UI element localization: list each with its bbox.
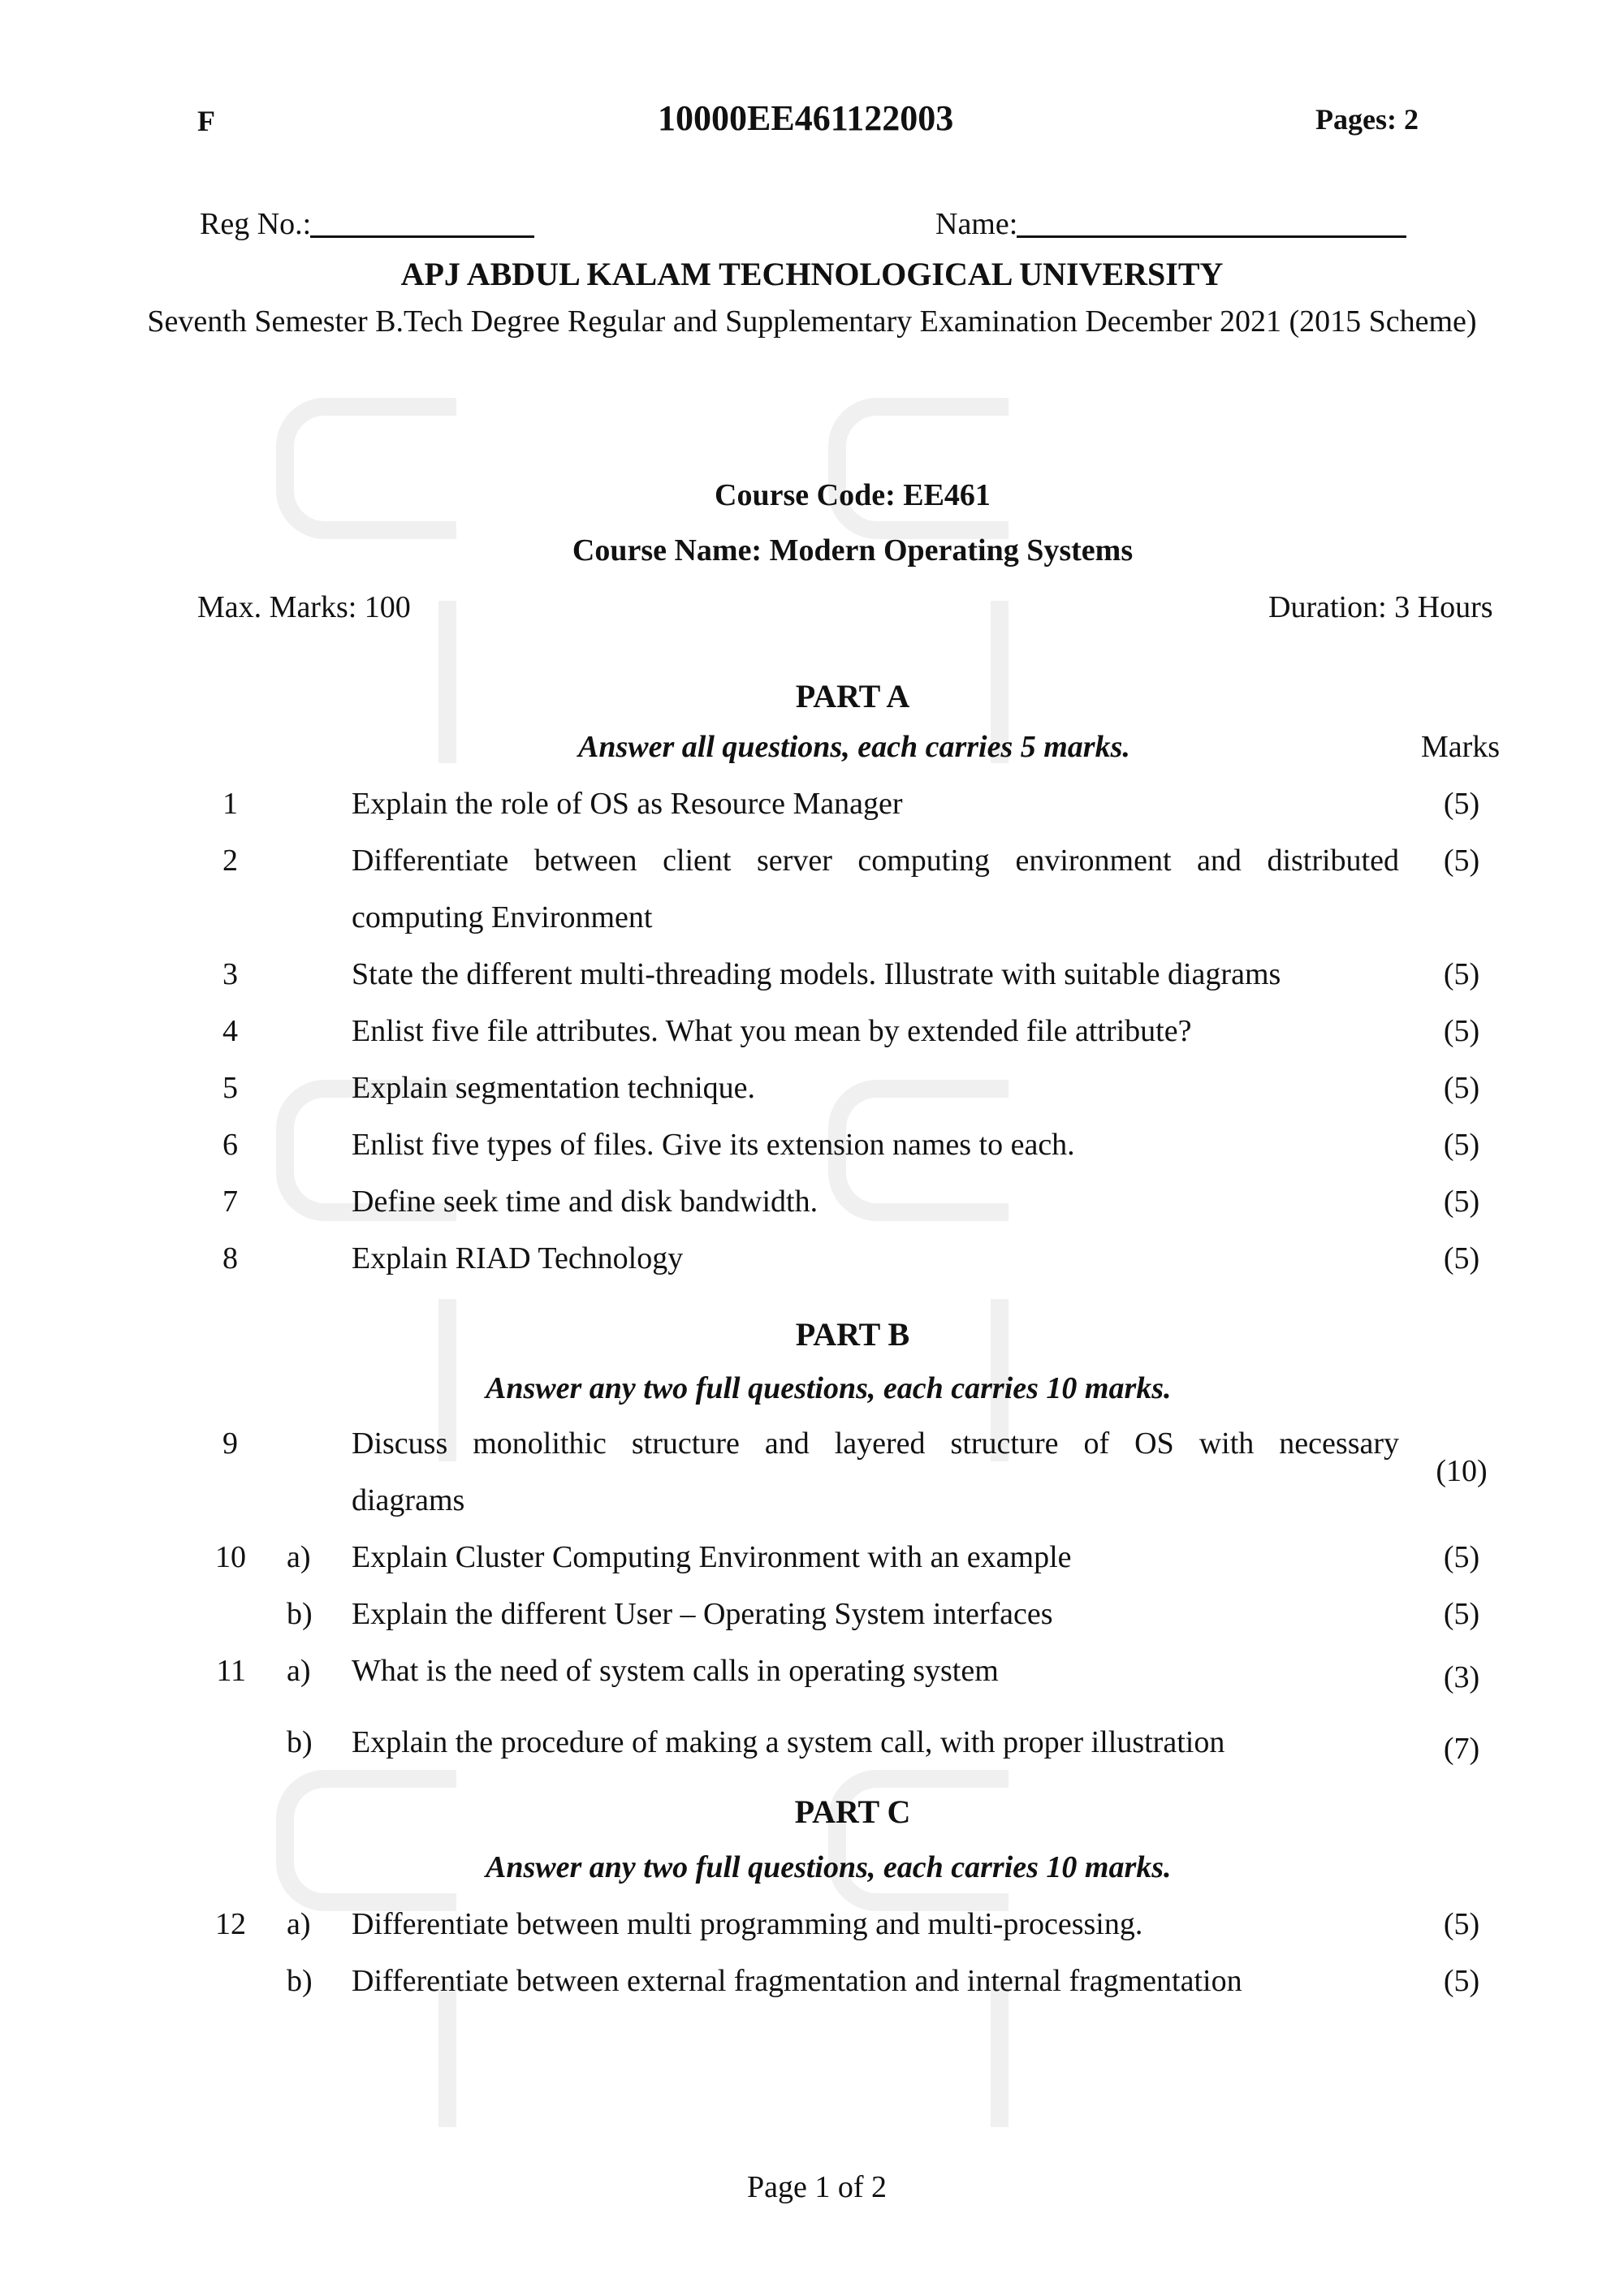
question-text: Explain Cluster Computing Environment with an example (352, 1540, 1072, 1574)
question-marks: (5) (1443, 1964, 1480, 1998)
question-marks: (5) (1443, 1014, 1480, 1048)
marks-header: Marks (1421, 730, 1501, 764)
part-a-instruction: Answer all questions, each carries 5 marks. (578, 730, 1130, 764)
question-number: 10 (215, 1540, 246, 1574)
question-text: Explain segmentation technique. (352, 1071, 756, 1105)
question-text: Enlist five file attributes. What you mean by extended file attribute? (352, 1014, 1192, 1048)
question-number: 7 (222, 1185, 238, 1219)
question-number: 4 (222, 1014, 238, 1048)
watermark-shape (438, 1981, 456, 2127)
question-text: Define seek time and disk bandwidth. (352, 1185, 818, 1219)
question-text: Explain the procedure of making a system call, with proper illustration (352, 1725, 1225, 1759)
question-marks: (5) (1443, 1597, 1480, 1631)
question-number: 12 (215, 1907, 246, 1941)
sub-question-label: b) (287, 1964, 313, 1998)
part-c-instruction: Answer any two full questions, each carries 10 marks. (486, 1850, 1172, 1884)
part-b-instruction: Answer any two full questions, each carries 10 marks. (486, 1371, 1172, 1405)
question-number: 8 (222, 1241, 238, 1275)
question-marks: (3) (1443, 1660, 1480, 1694)
question-text: Explain the role of OS as Resource Manager (352, 787, 903, 821)
exam-title: Seventh Semester B.Tech Degree Regular and Supplementary Examination December 2021 (2015 Scheme) (147, 304, 1477, 339)
watermark-shape (276, 1770, 456, 1911)
duration: Duration: 3 Hours (1268, 590, 1493, 624)
question-marks: (5) (1443, 1128, 1480, 1162)
sub-question-label: a) (287, 1907, 311, 1941)
question-text: What is the need of system calls in operating system (352, 1654, 999, 1688)
page-footer: Page 1 of 2 (746, 2170, 888, 2204)
question-number: 5 (222, 1071, 238, 1105)
question-marks: (5) (1443, 1185, 1480, 1219)
university-name: APJ ABDUL KALAM TECHNOLOGICAL UNIVERSITY (400, 256, 1224, 292)
question-marks: (5) (1443, 1540, 1480, 1574)
question-text: Explain the different User – Operating System interfaces (352, 1597, 1053, 1631)
course-name: Course Name: Modern Operating Systems (572, 533, 1134, 568)
question-marks: (5) (1443, 787, 1480, 821)
max-marks: Max. Marks: 100 (197, 590, 411, 624)
question-number: 11 (216, 1654, 246, 1688)
sub-question-label: b) (287, 1725, 313, 1759)
question-text: Explain RIAD Technology (352, 1241, 684, 1275)
question-number: 9 (222, 1426, 238, 1461)
question-text: Differentiate between multi programming and multi-processing. (352, 1907, 1143, 1941)
paper-code: 10000EE461122003 (658, 98, 954, 138)
question-text-continued: diagrams (352, 1483, 465, 1517)
question-number: 3 (222, 957, 238, 991)
part-b-title: PART B (795, 1316, 910, 1353)
name-blank[interactable] (1017, 235, 1406, 238)
question-marks: (5) (1443, 957, 1480, 991)
question-marks: (7) (1443, 1732, 1480, 1766)
question-marks: (5) (1443, 1241, 1480, 1275)
watermark-shape (828, 1770, 1009, 1911)
sub-question-label: a) (287, 1540, 311, 1574)
set-code: F (197, 105, 215, 137)
question-marks: (10) (1436, 1454, 1488, 1488)
question-text: Differentiate between client server computing environment and distributed (352, 844, 1399, 878)
watermark-shape (276, 398, 456, 539)
question-text: Discuss monolithic structure and layered structure of OS with necessary (352, 1426, 1399, 1461)
sub-question-label: a) (287, 1654, 311, 1688)
page-count: Pages: 2 (1315, 103, 1419, 136)
question-text: State the different multi-threading models. Illustrate with suitable diagrams (352, 957, 1281, 991)
reg-no-blank[interactable] (310, 235, 534, 238)
part-a-title: PART A (795, 678, 910, 714)
name-label: Name: (935, 207, 1018, 241)
question-number: 6 (222, 1128, 238, 1162)
course-code: Course Code: EE461 (715, 478, 991, 512)
question-text-continued: computing Environment (352, 900, 653, 934)
reg-no-label: Reg No.: (200, 207, 312, 241)
sub-question-label: b) (287, 1597, 313, 1631)
question-marks: (5) (1443, 844, 1480, 878)
question-text: Enlist five types of files. Give its extension names to each. (352, 1128, 1075, 1162)
watermark-shape (828, 398, 1009, 539)
question-marks: (5) (1443, 1907, 1480, 1941)
watermark-shape (991, 1981, 1009, 2127)
part-c-title: PART C (794, 1793, 911, 1830)
question-number: 2 (222, 844, 238, 878)
question-text: Differentiate between external fragmentation and internal fragmentation (352, 1964, 1242, 1998)
question-number: 1 (222, 787, 238, 821)
question-marks: (5) (1443, 1071, 1480, 1105)
